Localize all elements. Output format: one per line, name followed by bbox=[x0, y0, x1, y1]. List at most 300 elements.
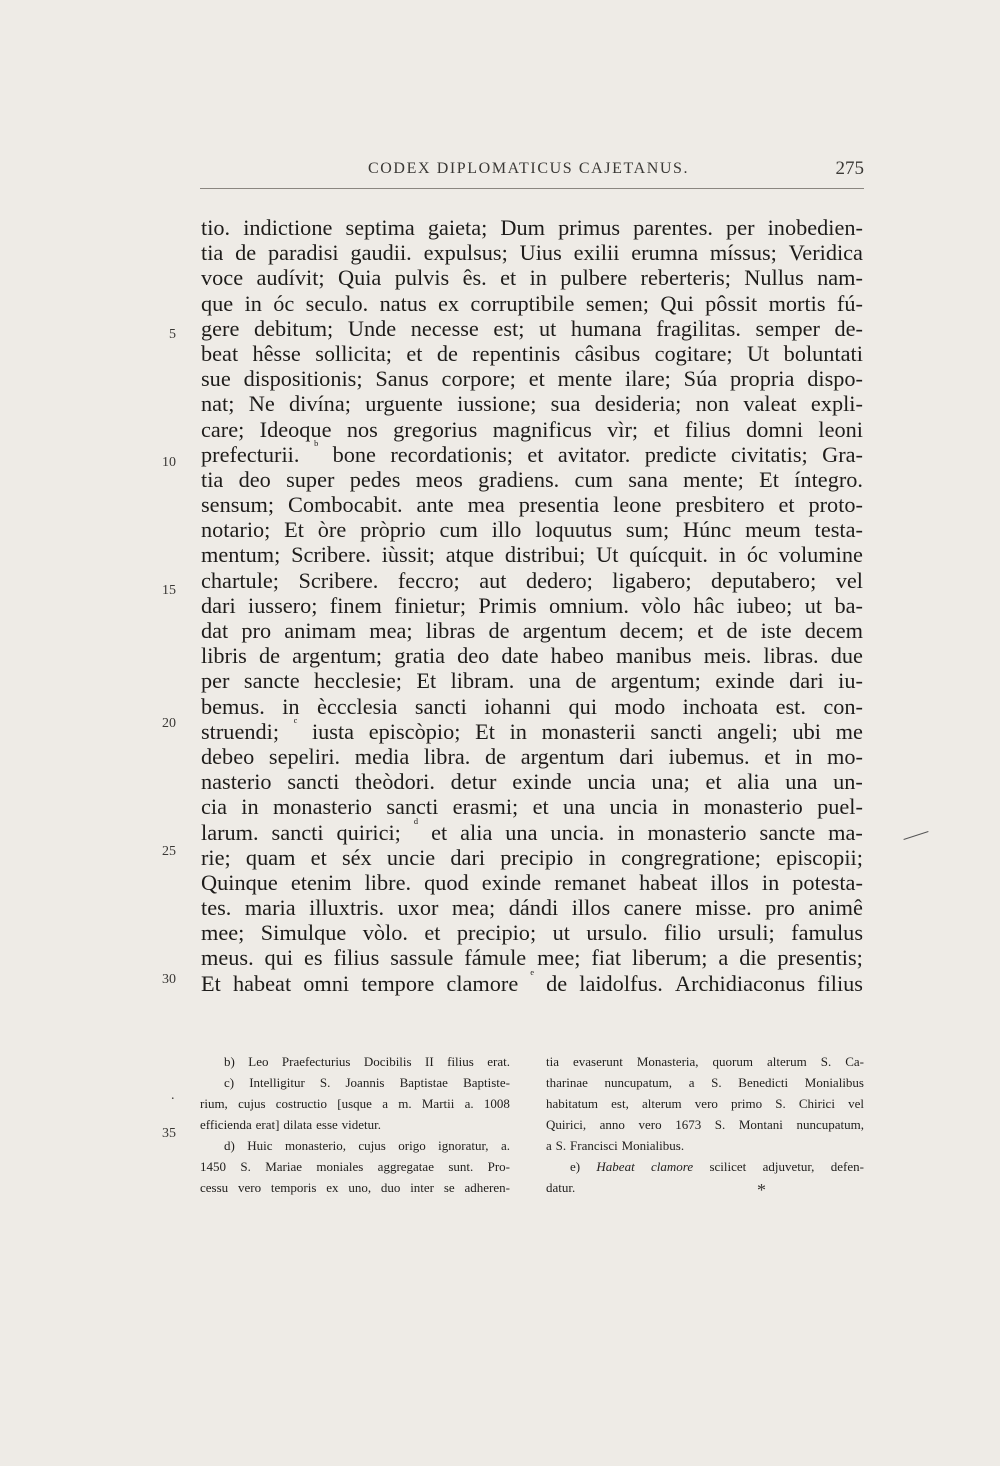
word: meus. bbox=[201, 945, 254, 971]
word: Joannis bbox=[345, 1075, 385, 1090]
word: óc bbox=[746, 542, 768, 568]
word: 1008 bbox=[483, 1096, 510, 1111]
word: mente bbox=[557, 366, 613, 392]
word: a. bbox=[500, 1138, 510, 1153]
word: valeat bbox=[743, 391, 797, 417]
text-line bbox=[201, 870, 863, 895]
word: sancti bbox=[650, 718, 703, 744]
word: et bbox=[705, 769, 722, 795]
word: uncie bbox=[386, 844, 436, 870]
word: detur bbox=[450, 769, 497, 795]
word: et bbox=[528, 366, 545, 392]
word: rium, bbox=[200, 1096, 228, 1111]
text-line bbox=[201, 744, 863, 769]
footnotes-left-column bbox=[200, 1051, 510, 1198]
text-line bbox=[201, 316, 863, 341]
word: de bbox=[436, 340, 458, 366]
word: mea bbox=[467, 492, 505, 518]
word: Monialibus bbox=[804, 1075, 864, 1090]
word: efficienda bbox=[200, 1117, 252, 1132]
word: meis. bbox=[703, 643, 752, 669]
word: potesta- bbox=[792, 869, 863, 895]
word: et bbox=[310, 844, 327, 870]
word: leoni bbox=[818, 416, 863, 442]
word: dilata bbox=[283, 1117, 313, 1132]
word: beat bbox=[201, 340, 239, 366]
footnote-line bbox=[546, 1177, 864, 1198]
word: in bbox=[509, 718, 527, 744]
word: desideria; bbox=[594, 391, 682, 417]
word: libris bbox=[201, 643, 247, 669]
word: libra. bbox=[423, 743, 471, 769]
word: vòlo. bbox=[362, 920, 408, 946]
word: rie; bbox=[201, 844, 231, 870]
word: a bbox=[382, 1096, 388, 1111]
word: et bbox=[424, 920, 441, 946]
word: hecclesie; bbox=[314, 668, 402, 694]
word: manibus bbox=[616, 643, 692, 669]
word: ut bbox=[804, 592, 823, 618]
word: una bbox=[505, 819, 538, 845]
word: Et bbox=[416, 668, 437, 694]
word: de bbox=[258, 643, 280, 669]
word: una bbox=[785, 769, 818, 795]
word: aggregatae bbox=[377, 1159, 434, 1174]
word: et bbox=[532, 794, 549, 820]
word: in bbox=[761, 869, 780, 895]
word: Ut bbox=[596, 542, 619, 568]
footnote-line bbox=[200, 1051, 510, 1072]
word: a bbox=[546, 1138, 552, 1153]
word: scilicet bbox=[709, 1159, 747, 1174]
word: iubeo; bbox=[736, 592, 793, 618]
word: òre bbox=[317, 517, 347, 543]
text-line bbox=[201, 643, 863, 668]
word: argentum; bbox=[292, 643, 383, 669]
word: sancti bbox=[271, 819, 324, 845]
word: Dum bbox=[500, 215, 546, 240]
word: exilii bbox=[573, 240, 620, 266]
word: sua bbox=[550, 391, 581, 417]
text-line bbox=[201, 265, 863, 290]
word: in bbox=[672, 794, 690, 820]
word: fragilitas. bbox=[656, 315, 741, 341]
word: cia bbox=[201, 794, 227, 820]
word: ma- bbox=[828, 819, 863, 845]
word: Leo bbox=[248, 1054, 269, 1069]
word: óc bbox=[273, 290, 295, 316]
word: tia bbox=[201, 240, 224, 266]
word: ante bbox=[416, 492, 454, 518]
word: adjuvetur, bbox=[762, 1159, 815, 1174]
word: per bbox=[201, 668, 230, 694]
word: bemus. bbox=[201, 693, 265, 719]
word: quod bbox=[424, 869, 469, 895]
word: Primis bbox=[478, 592, 537, 618]
word: dari bbox=[789, 668, 824, 694]
word: mortis bbox=[768, 290, 826, 316]
word: humana bbox=[570, 315, 642, 341]
asterisk-mark: * bbox=[757, 1180, 766, 1200]
word: temporis bbox=[270, 1180, 317, 1195]
word: exinde bbox=[512, 769, 572, 795]
text-line bbox=[201, 341, 863, 366]
word: 1673 bbox=[675, 1117, 702, 1132]
word: pulbere bbox=[560, 265, 628, 291]
word: domni bbox=[746, 416, 804, 442]
word: sepeliri. bbox=[268, 743, 341, 769]
word: alterum bbox=[641, 1096, 682, 1111]
word: in bbox=[241, 794, 259, 820]
footnote-line bbox=[546, 1135, 864, 1156]
word: sancte bbox=[759, 819, 816, 845]
word: precipio bbox=[500, 844, 574, 870]
word: Unde bbox=[347, 315, 397, 341]
word: tia bbox=[546, 1054, 559, 1069]
word: Archidiaconus bbox=[674, 970, 806, 996]
word: ubi bbox=[792, 718, 821, 744]
word: Ca- bbox=[845, 1054, 864, 1069]
footnotes-right-column bbox=[546, 1051, 864, 1198]
word: quícquit. bbox=[629, 542, 708, 568]
word: vero bbox=[237, 1180, 262, 1195]
word: parentes. bbox=[633, 215, 713, 240]
line-number: 5 bbox=[169, 327, 176, 342]
word: Quirici, bbox=[546, 1117, 587, 1132]
word: dari bbox=[450, 844, 486, 870]
text-line bbox=[201, 816, 863, 845]
word: iubemus. bbox=[668, 743, 750, 769]
word: S. bbox=[555, 1138, 567, 1153]
word: defen- bbox=[830, 1159, 864, 1174]
word: et bbox=[764, 743, 781, 769]
word: Quia bbox=[337, 265, 382, 291]
word: avitator. bbox=[557, 441, 631, 467]
word: libras bbox=[425, 618, 476, 643]
word: uxor bbox=[397, 895, 439, 921]
word: que bbox=[201, 290, 234, 316]
word: illos bbox=[710, 869, 749, 895]
header-rule bbox=[200, 188, 864, 189]
word: de- bbox=[834, 315, 863, 341]
word: prefecturii. bbox=[201, 441, 300, 467]
word: Ut bbox=[746, 340, 770, 366]
word: omnium. bbox=[549, 592, 629, 618]
word: clamore bbox=[446, 970, 519, 996]
word: clamore bbox=[651, 1159, 694, 1174]
word: quorum bbox=[712, 1054, 753, 1069]
word: monasterio bbox=[647, 819, 747, 845]
text-line bbox=[201, 467, 863, 492]
word: argentum bbox=[522, 618, 607, 643]
word: angeli; bbox=[717, 718, 778, 744]
word: Húnc bbox=[683, 517, 732, 543]
word: episcopii; bbox=[776, 844, 863, 870]
word: precipio; bbox=[456, 920, 537, 946]
word: ursulo. bbox=[586, 920, 648, 946]
word: alia bbox=[460, 819, 493, 845]
text-line bbox=[201, 366, 863, 391]
footnote-line bbox=[200, 1114, 510, 1135]
word: costructio bbox=[275, 1096, 328, 1111]
footnote-line bbox=[200, 1072, 510, 1093]
word: deputabero; bbox=[711, 567, 817, 593]
text-line bbox=[201, 417, 863, 442]
running-title: CODEX DIPLOMATICUS CAJETANUS. bbox=[368, 160, 690, 177]
word: ex bbox=[438, 290, 460, 316]
word: famulus bbox=[791, 920, 863, 946]
word: gratia bbox=[394, 643, 445, 669]
word: vel bbox=[848, 1096, 864, 1111]
footnote-reference: ᵈ bbox=[413, 816, 419, 832]
word: mea; bbox=[369, 618, 413, 643]
word: episcòpio; bbox=[368, 718, 461, 744]
word: filius bbox=[684, 416, 731, 442]
footnote-line bbox=[546, 1051, 864, 1072]
word: et bbox=[500, 265, 517, 291]
word: cogitare; bbox=[654, 340, 733, 366]
word: et bbox=[778, 492, 795, 518]
word: vòlo bbox=[641, 592, 681, 618]
word: etenim bbox=[290, 869, 352, 895]
word: nuncupatum, bbox=[796, 1117, 864, 1132]
word: mo- bbox=[827, 743, 863, 769]
word: videtur. bbox=[341, 1117, 382, 1132]
word: larum. bbox=[201, 819, 259, 845]
line-number-column bbox=[0, 0, 190, 1466]
word: un- bbox=[833, 769, 863, 795]
word: Docibilis bbox=[363, 1054, 412, 1069]
word: alterum bbox=[767, 1054, 807, 1069]
word: Monasteria, bbox=[636, 1054, 699, 1069]
word: nam- bbox=[817, 265, 863, 291]
word: ligabero; bbox=[612, 567, 692, 593]
word: iu- bbox=[838, 668, 863, 694]
word: Sanus bbox=[375, 366, 429, 392]
word: dat bbox=[201, 618, 229, 643]
word: filius bbox=[333, 945, 380, 971]
text-line bbox=[201, 920, 863, 945]
word: pròprio bbox=[360, 517, 426, 543]
text-line bbox=[201, 291, 863, 316]
word: cessu bbox=[200, 1180, 229, 1195]
word: ba- bbox=[834, 592, 863, 618]
footnote-line bbox=[546, 1114, 864, 1135]
word: illo bbox=[491, 517, 522, 543]
footnote-reference: ᵇ bbox=[313, 438, 319, 454]
word: de bbox=[488, 618, 510, 643]
word: presbitero bbox=[675, 492, 765, 518]
word: cum bbox=[574, 466, 613, 492]
word: datur. bbox=[546, 1180, 576, 1195]
word: liberum; bbox=[631, 945, 708, 971]
word: deo bbox=[238, 466, 271, 492]
word: origo bbox=[398, 1138, 426, 1153]
word: divína; bbox=[289, 391, 351, 417]
word: sassule bbox=[390, 945, 454, 971]
word: iohanni bbox=[484, 693, 552, 719]
word: natus bbox=[379, 290, 427, 316]
word: modo bbox=[614, 693, 666, 719]
word: S. bbox=[319, 1075, 331, 1090]
text-line bbox=[201, 492, 863, 517]
word: esse bbox=[316, 1117, 338, 1132]
word: S. bbox=[775, 1096, 786, 1111]
word: debitum; bbox=[253, 315, 334, 341]
word: e) bbox=[570, 1159, 581, 1174]
text-line bbox=[201, 240, 863, 265]
word: in bbox=[588, 844, 606, 870]
word: meum bbox=[745, 517, 801, 543]
word: uno, bbox=[348, 1180, 372, 1195]
word: filius bbox=[447, 1054, 474, 1069]
footnote-line bbox=[200, 1135, 510, 1156]
word: habeat bbox=[232, 970, 292, 996]
word: boluntati bbox=[783, 340, 863, 366]
word: èccclesia bbox=[316, 693, 398, 719]
word: presentis; bbox=[777, 945, 863, 971]
word: pôssit bbox=[705, 290, 758, 316]
word: die bbox=[739, 945, 767, 971]
word: una bbox=[562, 794, 596, 820]
word: sensum; bbox=[201, 492, 275, 518]
word: S. bbox=[714, 1117, 726, 1132]
word: pedes bbox=[349, 466, 401, 492]
word: illuxtris. bbox=[309, 895, 385, 921]
word: dispo- bbox=[807, 366, 863, 392]
word: reberteris; bbox=[640, 265, 731, 291]
word: atque bbox=[445, 542, 495, 568]
word: filius bbox=[817, 970, 863, 996]
word: Quinque bbox=[201, 869, 278, 895]
word: inobedien- bbox=[767, 215, 863, 240]
word: uncia. bbox=[550, 819, 605, 845]
text-line bbox=[201, 769, 863, 794]
word: ês. bbox=[462, 265, 487, 291]
word: Montani bbox=[738, 1117, 783, 1132]
word: d) bbox=[224, 1138, 235, 1153]
line-number: 35 bbox=[162, 1126, 176, 1141]
word: Baptistae bbox=[399, 1075, 448, 1090]
word: Gra- bbox=[822, 441, 863, 467]
word: monasterii bbox=[541, 718, 636, 744]
word: Ideoque bbox=[259, 416, 332, 442]
word: una; bbox=[651, 769, 690, 795]
text-line bbox=[201, 438, 863, 467]
word: Benedicti bbox=[738, 1075, 789, 1090]
word: Chirici bbox=[798, 1096, 835, 1111]
word: sancti bbox=[287, 769, 340, 795]
text-line bbox=[201, 967, 863, 996]
word: sunt. bbox=[448, 1159, 474, 1174]
word: est. bbox=[775, 693, 806, 719]
word: mentum; bbox=[201, 542, 281, 568]
word: adheren- bbox=[464, 1180, 510, 1195]
word: Combocabit. bbox=[288, 492, 403, 518]
word: maria bbox=[244, 895, 296, 921]
line-number: 10 bbox=[162, 455, 176, 470]
word: Huic bbox=[247, 1138, 273, 1153]
word: Francisci bbox=[570, 1138, 618, 1153]
word: date bbox=[501, 643, 539, 669]
word: alia bbox=[737, 769, 770, 795]
word: semper bbox=[755, 315, 820, 341]
word: cujus bbox=[238, 1096, 266, 1111]
document-body-text bbox=[201, 215, 863, 996]
word: ursuli; bbox=[717, 920, 775, 946]
word: S. bbox=[711, 1075, 722, 1090]
word: nos bbox=[346, 416, 378, 442]
word: in bbox=[529, 265, 547, 291]
text-line bbox=[201, 542, 863, 567]
text-line bbox=[201, 845, 863, 870]
word: et bbox=[431, 819, 448, 845]
word: exinde bbox=[715, 668, 775, 694]
word: tharinae bbox=[546, 1075, 588, 1090]
word: ilare; bbox=[625, 366, 671, 392]
word: corruptibile bbox=[470, 290, 575, 316]
word: decem; bbox=[619, 618, 685, 643]
word: presentia bbox=[518, 492, 600, 518]
word: et bbox=[697, 618, 714, 643]
word: iste bbox=[760, 618, 792, 643]
word: dispositionis; bbox=[243, 366, 363, 392]
word: a bbox=[718, 945, 729, 971]
word: tia bbox=[201, 466, 224, 492]
word: b) bbox=[224, 1054, 235, 1069]
word: erat. bbox=[487, 1054, 510, 1069]
word: cum bbox=[439, 517, 478, 543]
text-line bbox=[201, 593, 863, 618]
word: Qui bbox=[660, 290, 694, 316]
word: dándi bbox=[508, 895, 559, 921]
word: mente; bbox=[683, 466, 744, 492]
word: duo bbox=[380, 1180, 401, 1195]
text-line bbox=[201, 794, 863, 819]
word: volumine bbox=[778, 542, 863, 568]
word: de bbox=[235, 240, 257, 266]
text-line bbox=[201, 215, 863, 240]
word: est; bbox=[493, 315, 525, 341]
word: nat; bbox=[201, 391, 235, 417]
word: gradiens. bbox=[478, 466, 560, 492]
word: S. bbox=[820, 1054, 832, 1069]
word: animê bbox=[808, 895, 863, 921]
word: seculo. bbox=[305, 290, 369, 316]
line-number: 15 bbox=[162, 583, 176, 598]
word: inchoata bbox=[682, 693, 759, 719]
word: septima bbox=[345, 215, 415, 240]
word: struendi; bbox=[201, 718, 280, 744]
word: et bbox=[406, 340, 423, 366]
word: fámule bbox=[464, 945, 527, 971]
word: recordationis; bbox=[390, 441, 513, 467]
text-line bbox=[201, 618, 863, 643]
word: Veridica bbox=[788, 240, 863, 266]
word: finietur; bbox=[394, 592, 467, 618]
word: míssus; bbox=[709, 240, 777, 266]
word: in bbox=[718, 542, 737, 568]
word: sollicita; bbox=[315, 340, 392, 366]
word: proto- bbox=[808, 492, 863, 518]
word: pulvis bbox=[394, 265, 450, 291]
text-line bbox=[201, 517, 863, 542]
word: m. bbox=[398, 1096, 412, 1111]
word: nuncupatum, bbox=[604, 1075, 673, 1090]
word: c) bbox=[224, 1075, 235, 1090]
footnote-line bbox=[546, 1093, 864, 1114]
word: Habeat bbox=[596, 1159, 635, 1174]
